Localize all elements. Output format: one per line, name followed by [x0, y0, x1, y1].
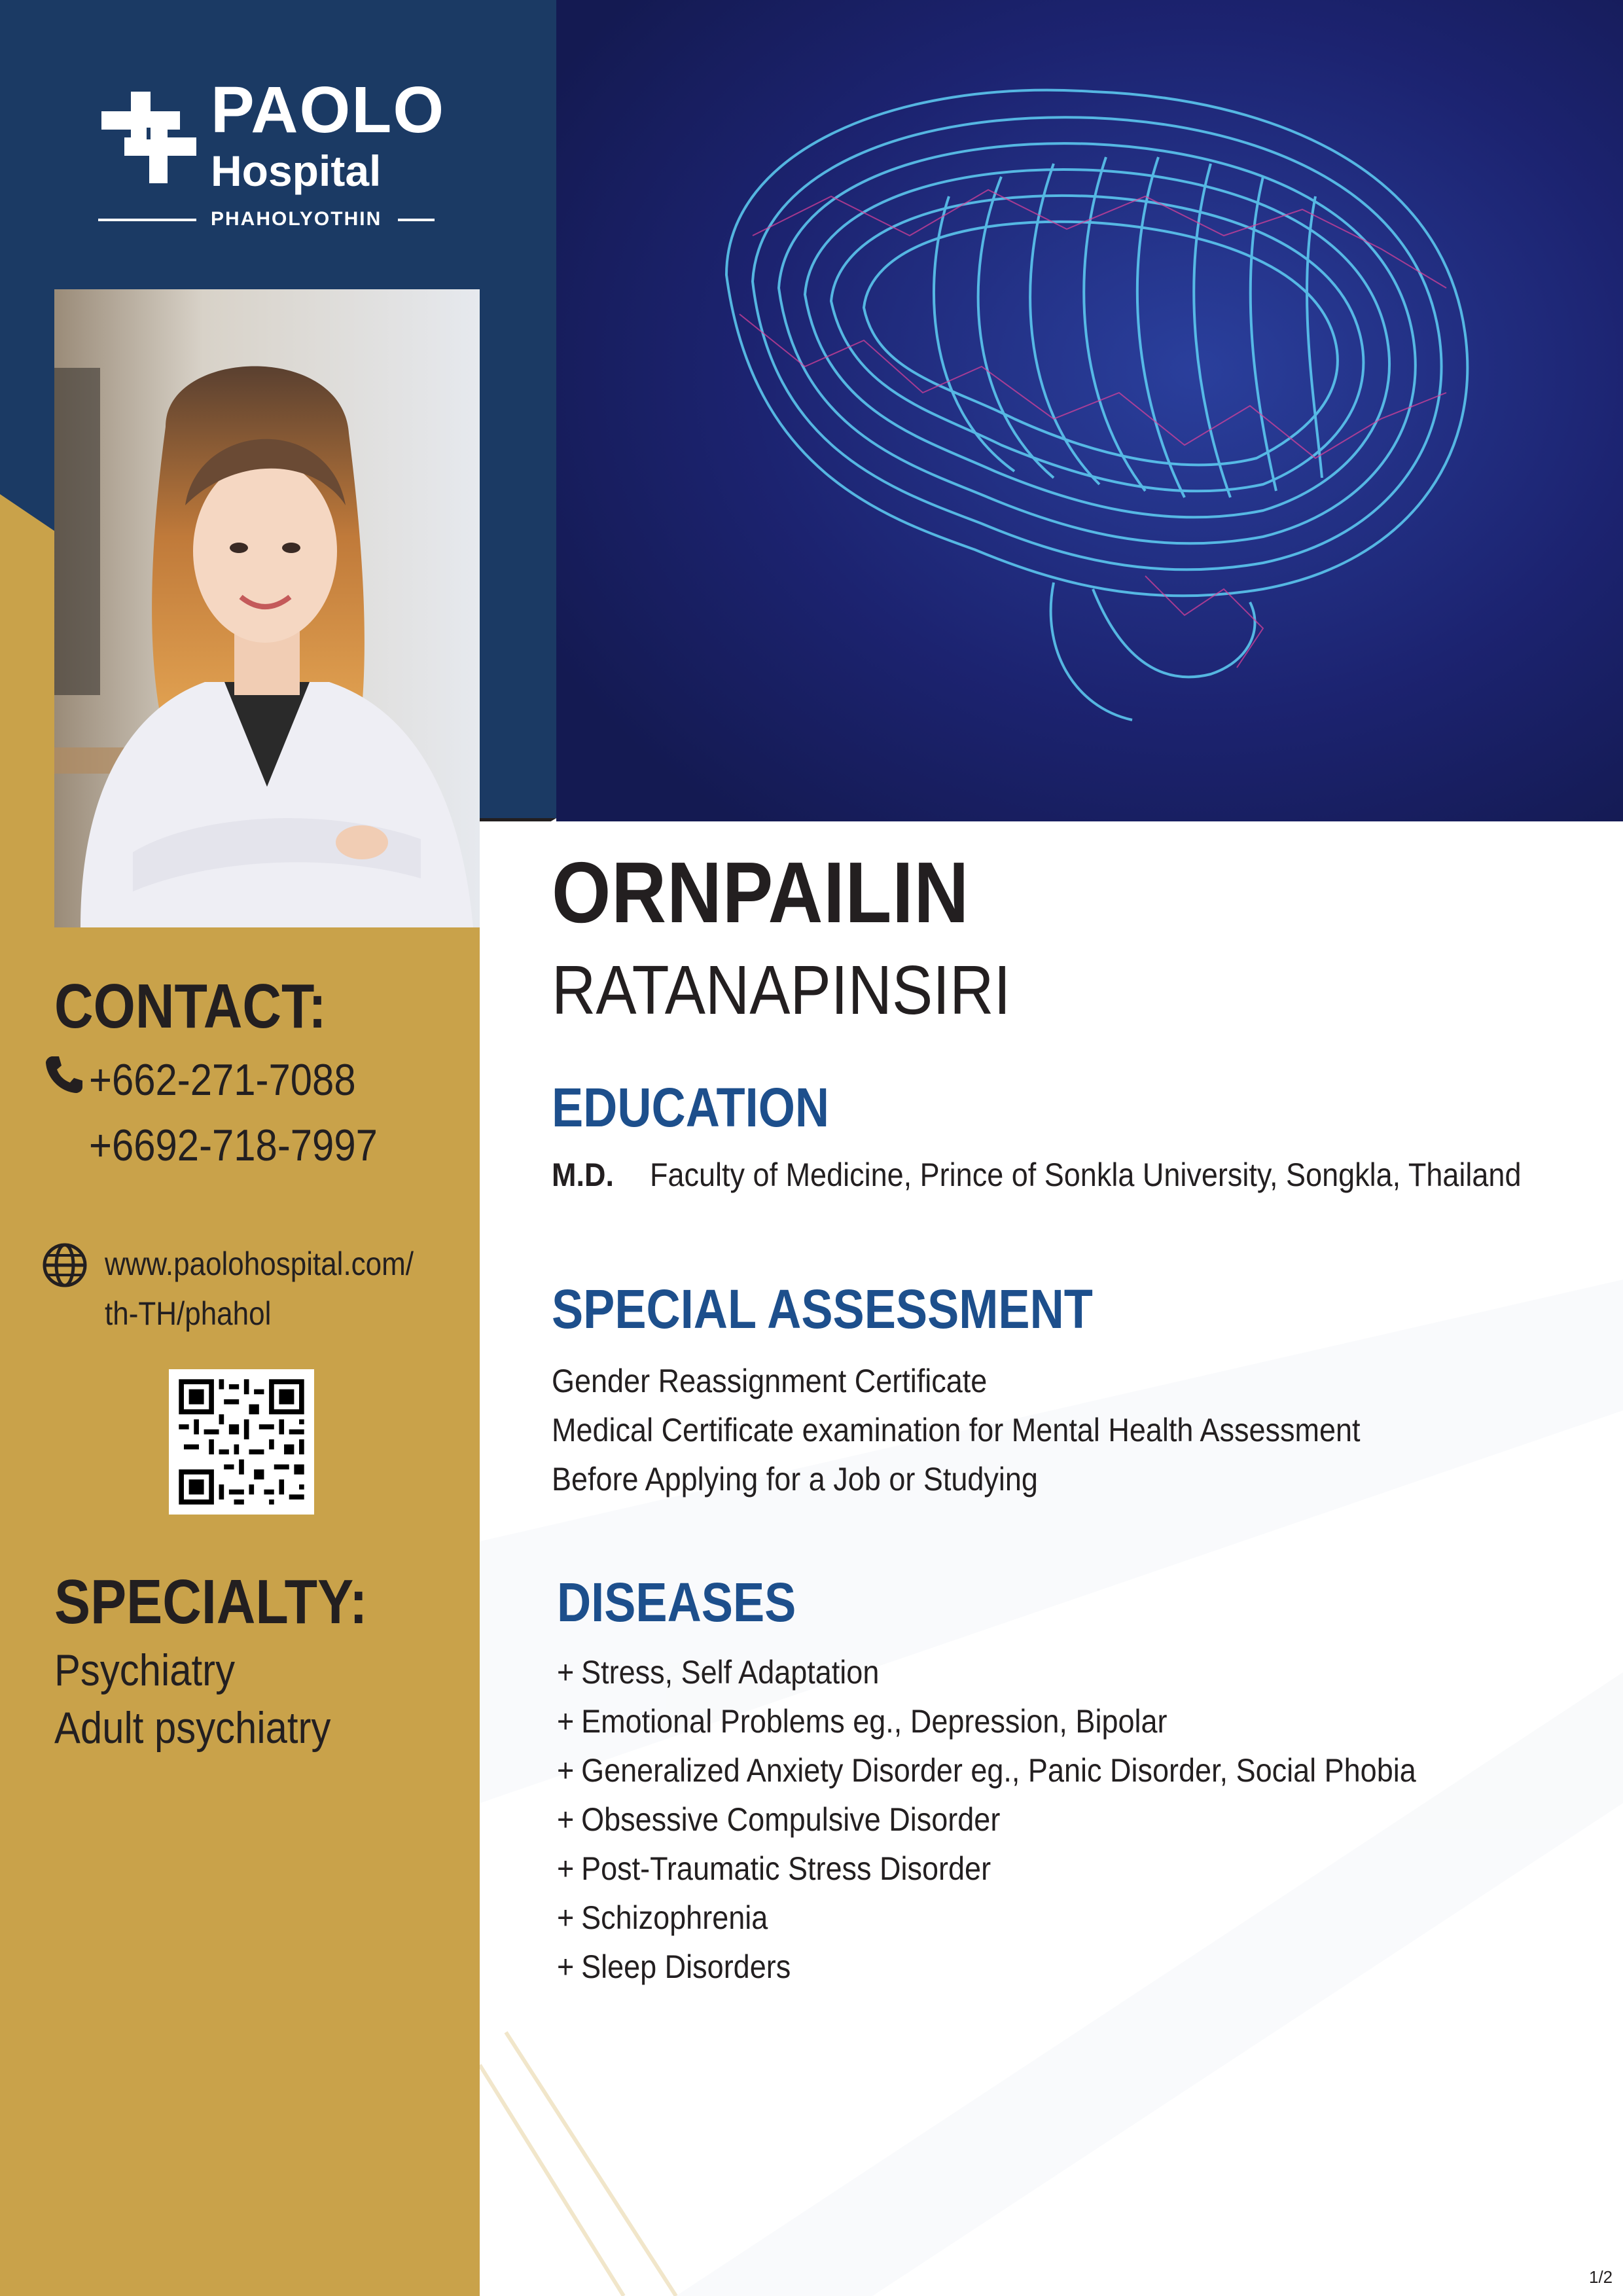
doctor-photo: [54, 289, 480, 927]
disease-item: [557, 1901, 768, 1934]
disease-label: Schizophrenia: [581, 1899, 768, 1936]
bullet-plus: +: [557, 1899, 575, 1936]
assessment-item: Before Applying for a Job or Studying: [552, 1461, 1038, 1498]
brain-hero-image: [556, 0, 1623, 821]
bullet-plus: +: [557, 1703, 575, 1740]
page-number: 1/2: [1589, 2267, 1613, 2287]
logo-name: PAOLO: [211, 73, 446, 147]
disease-item: [557, 1656, 879, 1689]
special-assessment-heading: SPECIAL ASSESSMENT: [552, 1278, 1093, 1340]
globe-icon: [42, 1242, 88, 1288]
contact-heading: CONTACT:: [54, 971, 327, 1041]
education-heading: EDUCATION: [552, 1077, 830, 1138]
bullet-plus: +: [557, 1752, 575, 1789]
phone-icon: [43, 1054, 85, 1096]
disease-label: Generalized Anxiety Disorder eg., Panic Disorder, Social Phobia: [581, 1752, 1416, 1789]
assessment-item: Gender Reassignment Certificate: [552, 1363, 988, 1399]
bullet-plus: +: [557, 1654, 575, 1691]
phone-number-2[interactable]: +6692-718-7997: [89, 1121, 378, 1170]
doctor-last-name: RATANAPINSIRI: [552, 952, 1011, 1029]
website-line-1[interactable]: www.paolohospital.com/: [105, 1246, 414, 1282]
logo-divider-left: [98, 219, 196, 221]
disease-item: [557, 1950, 791, 1983]
bullet-plus: +: [557, 1948, 575, 1985]
disease-item: [557, 1803, 1000, 1836]
bullet-plus: +: [557, 1801, 575, 1838]
disease-label: Stress, Self Adaptation: [581, 1654, 880, 1691]
disease-item: [557, 1754, 1416, 1787]
specialty-item: Psychiatry: [54, 1645, 236, 1695]
education-degree: M.D.: [552, 1157, 614, 1193]
assessment-item: Medical Certificate examination for Mental Health Assessment: [552, 1412, 1361, 1448]
logo-subtitle: Hospital: [211, 147, 382, 195]
diseases-heading: DISEASES: [557, 1571, 796, 1633]
disease-label: Obsessive Compulsive Disorder: [581, 1801, 1001, 1838]
education-detail: Faculty of Medicine, Prince of Sonkla University, Songkla, Thailand: [650, 1157, 1522, 1193]
disease-item: [557, 1852, 991, 1885]
logo-divider-right: [398, 219, 435, 221]
specialty-heading: SPECIALTY:: [54, 1567, 368, 1637]
disease-label: Post-Traumatic Stress Disorder: [581, 1850, 991, 1887]
qr-code[interactable]: [169, 1369, 314, 1515]
disease-label: Emotional Problems eg., Depression, Bipolar: [581, 1703, 1168, 1740]
disease-item: [557, 1705, 1168, 1738]
doctor-first-name: ORNPAILIN: [552, 844, 970, 941]
disease-label: Sleep Disorders: [581, 1948, 791, 1985]
website-line-2[interactable]: th-TH/phahol: [105, 1295, 272, 1332]
hospital-cross-icon: [98, 88, 203, 193]
logo-branch: PHAHOLYOTHIN: [211, 208, 382, 230]
bullet-plus: +: [557, 1850, 575, 1887]
phone-number-1[interactable]: +662-271-7088: [89, 1055, 356, 1105]
right-content-background: [480, 821, 1623, 2296]
specialty-item: Adult psychiatry: [54, 1703, 331, 1753]
